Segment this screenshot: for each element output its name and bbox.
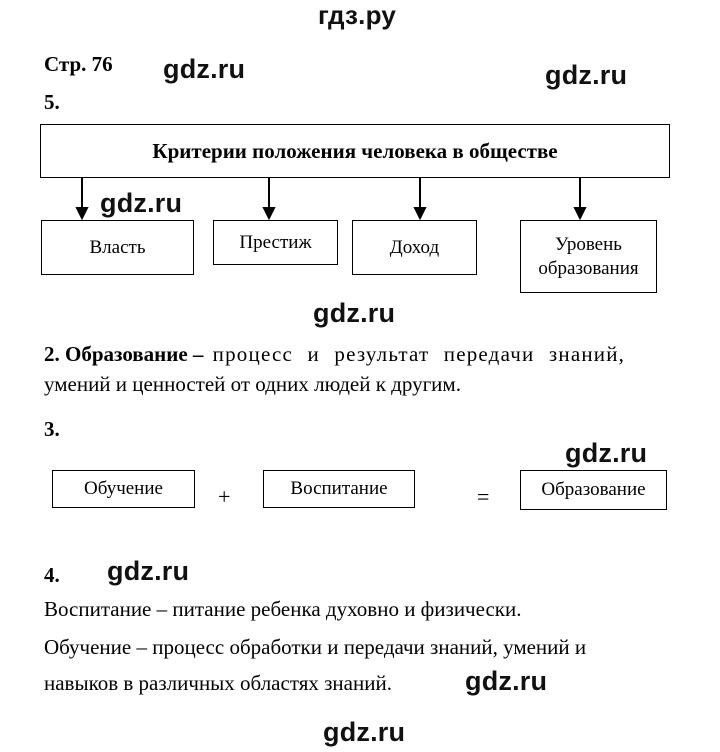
formula-box (52, 470, 195, 508)
criterion-label: Власть (89, 236, 146, 258)
formula-box (263, 470, 415, 508)
formula-term: Воспитание (290, 478, 388, 500)
page-label: Стр. 76 (44, 52, 113, 76)
criterion-label: Доход (389, 236, 440, 258)
arrowhead (77, 208, 87, 218)
diagram-title: Критерии положения человека в обществе (152, 138, 558, 163)
watermark: gdz.ru (107, 556, 190, 586)
task4-number: 4. (44, 563, 60, 587)
arrowhead (575, 208, 585, 218)
watermark: gdz.ru (565, 438, 648, 468)
watermark: gdz.ru (465, 666, 548, 696)
watermark: gdz.ru (323, 717, 406, 747)
equals-sign: = (477, 484, 490, 509)
watermark-top: гдз.ру (318, 0, 397, 30)
formula-term: Обучение (84, 478, 163, 500)
watermark: gdz.ru (545, 60, 628, 90)
plus-sign: + (218, 484, 231, 509)
task2-line2: умений и ценностей от одних людей к другим. (44, 372, 461, 396)
formula-box (520, 470, 667, 510)
task4-line3: навыков в различных областях знаний. (44, 671, 392, 695)
formula-term: Образование (541, 479, 646, 501)
task4-line2: Обучение – процесс обработки и передачи знаний, умений и (44, 635, 587, 659)
watermark: gdz.ru (313, 298, 396, 328)
task2-definition: процесс и результат передачи знаний, (212, 342, 626, 366)
arrowhead (264, 208, 274, 218)
criterion-box (352, 220, 477, 275)
criterion-label: Престиж (239, 231, 312, 253)
criterion-label: Уровень образования (538, 233, 639, 279)
watermark: gdz.ru (163, 54, 246, 84)
task4-line1: Воспитание – питание ребенка духовно и физически. (44, 597, 522, 621)
watermark: gdz.ru (100, 188, 183, 218)
arrowhead (415, 208, 425, 218)
criterion-box (41, 220, 194, 275)
task2-term: 2. Образование – (44, 342, 204, 366)
criterion-box (213, 220, 338, 265)
task2-line1 (44, 339, 694, 369)
criterion-box (520, 220, 657, 293)
task5-number: 5. (44, 90, 60, 114)
task3-number: 3. (44, 417, 60, 441)
